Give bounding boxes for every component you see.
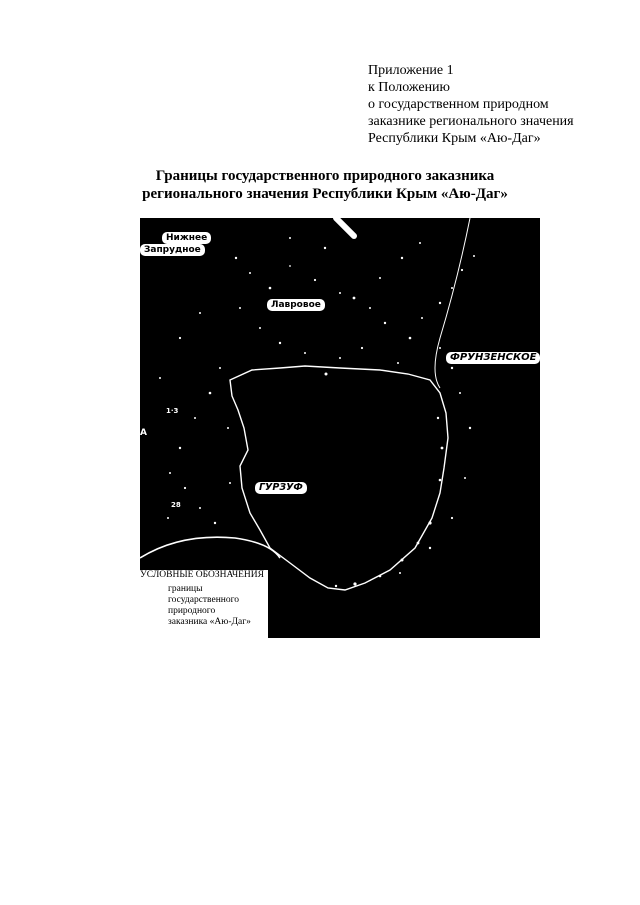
legend-line: природного — [168, 606, 216, 616]
map-mark: А — [140, 428, 147, 438]
annex-line: о государственном природном — [368, 97, 549, 112]
title-line: регионального значения Республики Крым «Аю-Даг» — [142, 186, 508, 202]
annex-line: Республики Крым «Аю-Даг» — [368, 131, 541, 146]
reserve-boundary — [230, 366, 448, 590]
legend-line: государственного — [168, 595, 240, 605]
legend-title: УСЛОВНЫЕ ОБОЗНАЧЕНИЯ — [140, 570, 264, 580]
annex-header — [368, 62, 628, 147]
label-zaprudnoe: Запрудное — [140, 244, 205, 256]
label-nizhnee: Нижнее — [162, 232, 211, 244]
road-streak — [336, 218, 354, 236]
title-line: Границы государственного природного заказника — [155, 168, 495, 184]
legend-line: границы — [168, 584, 203, 594]
map-legend — [140, 570, 268, 638]
annex-line: заказнике регионального значения — [368, 114, 574, 129]
label-gurzuf: ГУРЗУФ — [255, 482, 307, 494]
annex-line: к Положению — [368, 80, 451, 95]
document-title — [130, 167, 520, 203]
legend-line: заказника «Аю-Даг» — [168, 617, 251, 627]
reserve-map — [140, 218, 540, 638]
label-frunzenskoe: ФРУНЗЕНСКОЕ — [446, 352, 540, 364]
map-mark: 28 — [171, 501, 181, 509]
coastline — [140, 537, 280, 558]
annex-line: Приложение 1 — [368, 63, 454, 78]
label-lavrovoe: Лавровое — [267, 299, 325, 311]
map-mark: 1·3 — [166, 407, 179, 415]
legend-text — [168, 584, 251, 628]
